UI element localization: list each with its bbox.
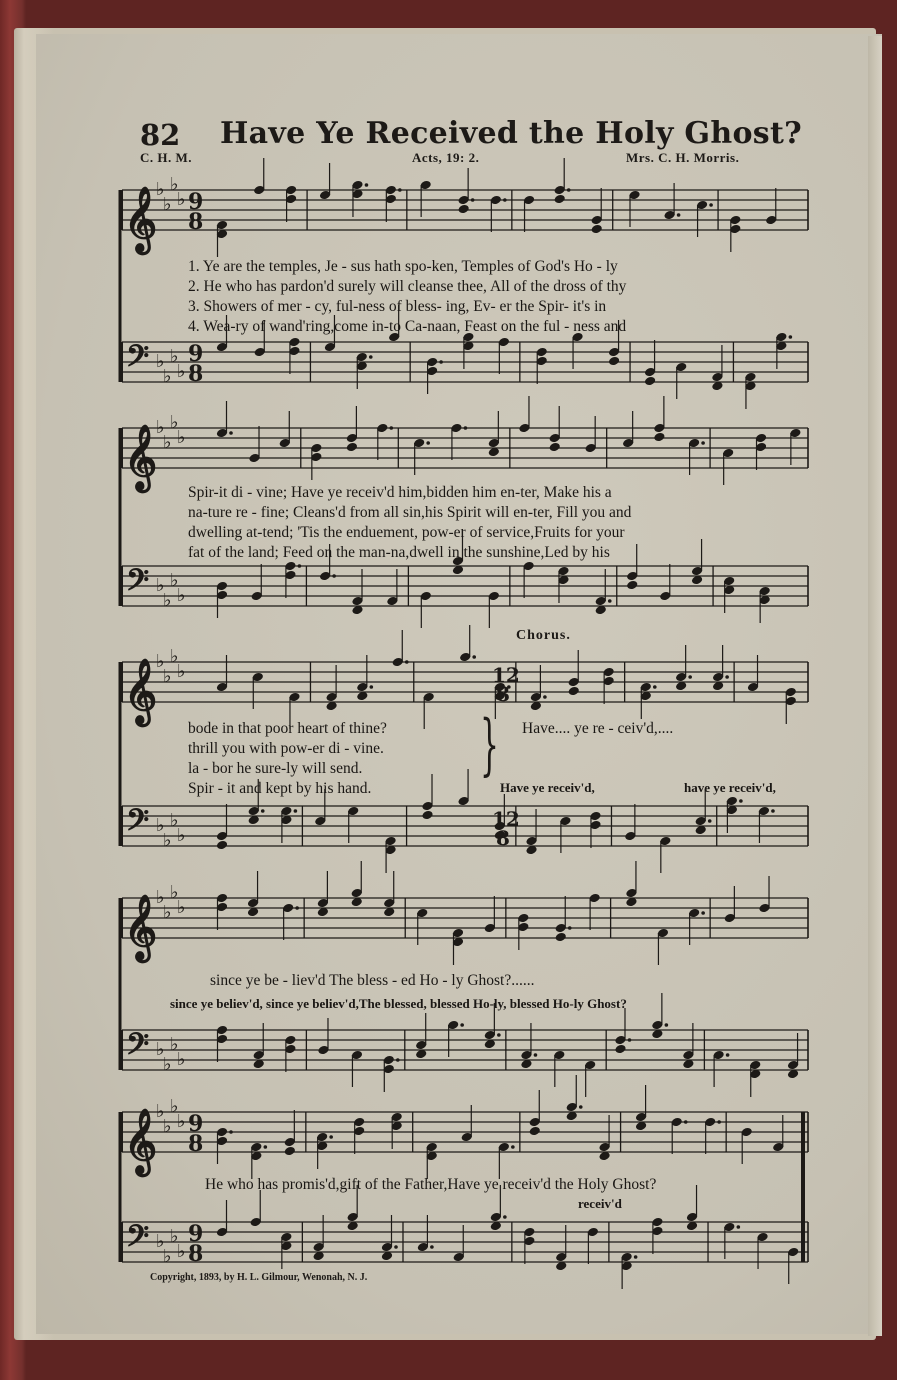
system-3-bass-notes-dot (739, 799, 743, 803)
system-2-treble-notes-dot (701, 441, 705, 445)
system-5-bass-notes-dot (634, 1255, 638, 1259)
system-5-bass-notes-dot (430, 1245, 434, 1249)
system-1-bass-bass-clef: 𝄢 (126, 339, 150, 381)
author-initials: C. H. M. (140, 150, 193, 165)
system-2-treble-flat: ♭ (177, 427, 186, 448)
system-1-bass-time-top: 9 (188, 341, 204, 367)
scripture-reference: Acts, 19: 2. (412, 150, 480, 165)
system-5-treble-notes-notehead (284, 1146, 296, 1157)
system-2-treble-notes-notehead (346, 442, 358, 453)
system-2-bass-flat: ♭ (163, 590, 172, 611)
system-5-bass-time-top: 9 (188, 1221, 204, 1247)
verse-3-line-1: 3. Showers of mer - cy, ful-ness of bless- ing, Ev- er the Spir- it's in (188, 298, 607, 315)
system-5-bass-flat: ♭ (170, 1226, 179, 1247)
system-2-treble-notes-dot (464, 426, 468, 430)
system-2-treble-treble-clef: 𝄞 (124, 424, 158, 490)
system-1-treble-notes-dot (398, 188, 402, 192)
system-3-bass-flat: ♭ (170, 810, 179, 831)
system-5-treble-flat: ♭ (163, 1116, 172, 1137)
chorus-bass-time-top: 12 (492, 807, 520, 831)
chorus-soprano-3: He who has promis'd,gift of the Father,Have ye receiv'd the Holy Ghost? (205, 1176, 657, 1193)
system-2-treble-flat: ♭ (170, 412, 179, 433)
verse-3-line-2: dwelling at-tend; 'Tis the enduement, pow-er of service,Fruits for your (188, 524, 625, 541)
system-3-bass-flat: ♭ (163, 830, 172, 851)
system-5-treble-notes-dot (579, 1105, 583, 1109)
system-1-treble-notes-notehead (554, 194, 566, 205)
system-4-bass-flat: ♭ (177, 1049, 186, 1070)
system-3-treble-notes-dot (543, 695, 547, 699)
system-3-treble-flat: ♭ (163, 666, 172, 687)
system-5-treble-notes-dot (717, 1120, 721, 1124)
verse-3-line-3: la - bor he sure-ly will send. (188, 760, 363, 777)
system-1-treble-notes-dot (471, 198, 475, 202)
system-5-treble-flat: ♭ (177, 1111, 186, 1132)
chorus-soprano-2: since ye be - liev'd The bless - ed Ho - ly Ghost?...... (210, 972, 535, 989)
system-1-treble-treble-clef: 𝄞 (124, 186, 158, 252)
system-2-treble-notes-dot (229, 431, 233, 435)
system-4-treble-flat: ♭ (170, 882, 179, 903)
system-4-bass-bass-clef: 𝄢 (126, 1027, 150, 1069)
system-3-bass-notes-dot (771, 809, 775, 813)
system-4-treble-notes-dot (701, 911, 705, 915)
system-4-bass-notes-dot (396, 1058, 400, 1062)
chorus-time-bottom: 8 (496, 682, 510, 706)
system-2-bass-notes-dot (332, 574, 336, 578)
chorus-label: Chorus. (516, 628, 571, 643)
system-3-bass-flat: ♭ (177, 825, 186, 846)
system-4-bass-notes-dot (460, 1023, 464, 1027)
system-1-treble-flat: ♭ (170, 174, 179, 195)
verse-4-line-3: Spir - it and kept by his hand. (188, 780, 372, 797)
system-4-treble-notes-dot (568, 926, 572, 930)
system-3-bass-bass-clef: 𝄢 (126, 803, 150, 845)
system-4-bass-notes-dot (628, 1038, 632, 1042)
system-3-treble-notes-dot (688, 675, 692, 679)
system-4-treble-flat: ♭ (163, 902, 172, 923)
system-5-bass-notes-dot (737, 1225, 741, 1229)
system-3-treble-notes-dot (472, 655, 476, 659)
verse-2-line-2: na-ture re - fine; Cleans'd from all sin,his Spirit will en-ter, Fill you and (188, 504, 632, 521)
system-3-treble-notes-notehead (568, 686, 580, 697)
system-3-treble-notes-dot (405, 660, 409, 664)
system-1-bass-notes-dot (789, 335, 793, 339)
system-2-bass-notes-dot (298, 564, 302, 568)
system-5-treble-flat: ♭ (170, 1096, 179, 1117)
system-2-treble-notes-dot (389, 426, 393, 430)
system-1-treble-flat: ♭ (163, 194, 172, 215)
system-5-treble-time-bottom: 8 (188, 1131, 204, 1157)
system-5-bass-flat: ♭ (163, 1246, 172, 1267)
system-1-treble-notes-dot (503, 198, 507, 202)
system-1-bass-notes-dot (369, 355, 373, 359)
verse-2-line-3: thrill you with pow-er di - vine. (188, 740, 384, 757)
system-5-treble-notes-dot (511, 1145, 515, 1149)
chorus-time-top: 12 (492, 663, 520, 687)
system-5-treble-treble-clef: 𝄞 (124, 1108, 158, 1174)
system-1-treble-flat: ♭ (177, 189, 186, 210)
system-4-bass-notes-dot (497, 1033, 501, 1037)
system-2-treble-notes-notehead (653, 432, 665, 443)
system-4-treble-notes-dot (295, 906, 299, 910)
system-5-bass-notes-dot (503, 1215, 507, 1219)
system-2-treble-notes-dot (426, 441, 430, 445)
chorus-soprano-1: Have.... ye re - ceiv'd,.... (522, 720, 674, 737)
chorus-bass-1b: have ye receiv'd, (684, 780, 776, 795)
system-5-bass-flat: ♭ (177, 1241, 186, 1262)
system-1-bass-notes-notehead (644, 376, 656, 387)
system-1-treble-notes-notehead (591, 224, 603, 235)
system-4-bass-notes-dot (665, 1023, 669, 1027)
system-5-treble-time-top: 9 (188, 1111, 204, 1137)
system-4-bass-notes-dot (726, 1053, 730, 1057)
system-2-treble-flat: ♭ (163, 432, 172, 453)
system-1-bass-flat: ♭ (163, 366, 172, 387)
verse-4-line-2: fat of the land; Feed on the man-na,dwell in the sunshine,Led by his (188, 544, 610, 561)
system-3-treble-flat: ♭ (170, 646, 179, 667)
chorus-bass-2: since ye believ'd, since ye believ'd,The blessed, blessed Ho-ly, blessed Ho-ly Ghost? (170, 996, 627, 1011)
system-1-bass-notes-dot (439, 360, 443, 364)
verse-2-line-1: 2. He who has pardon'd surely will cleanse thee, All of the dross of thy (188, 278, 627, 295)
chorus-bass-time-bottom: 8 (496, 826, 510, 850)
system-4-bass-notes-notehead (614, 1044, 626, 1055)
system-1-treble-time-bottom: 8 (188, 209, 204, 235)
system-4-bass-flat: ♭ (163, 1054, 172, 1075)
system-1-bass-flat: ♭ (156, 351, 165, 372)
system-1-bass-time-bottom: 8 (188, 361, 204, 387)
hymn-title: Have Ye Received the Holy Ghost? (220, 116, 802, 151)
system-4-bass-flat: ♭ (170, 1034, 179, 1055)
system-5-treble-notes-dot (264, 1145, 268, 1149)
system-3-treble-treble-clef: 𝄞 (124, 658, 158, 724)
system-5-treble-flat: ♭ (156, 1101, 165, 1122)
system-1-treble-notes-dot (709, 203, 713, 207)
system-1-treble-notes-dot (677, 213, 681, 217)
composer: Mrs. C. H. Morris. (626, 150, 740, 165)
system-2-bass-flat: ♭ (170, 570, 179, 591)
system-3-bass-notes-notehead (216, 840, 228, 851)
verse-1-line-2: Spir-it di - vine; Have ye receiv'd him,bidden him en-ter, Make his a (188, 484, 612, 501)
system-3-treble-notes-dot (725, 675, 729, 679)
system-4-bass-flat: ♭ (156, 1039, 165, 1060)
system-1-treble-notes-dot (365, 183, 369, 187)
chorus-bass-3: receiv'd (578, 1196, 622, 1211)
system-2-bass-flat: ♭ (177, 585, 186, 606)
system-3-bass-notes-dot (294, 809, 298, 813)
system-1-bass-notes-notehead (608, 356, 620, 367)
system-2-bass-flat: ♭ (156, 575, 165, 596)
hymn-number: 82 (140, 118, 181, 152)
system-1-bass-flat: ♭ (170, 346, 179, 367)
system-5-bass-time-bottom: 8 (188, 1241, 204, 1267)
verse-1-line-1: 1. Ye are the temples, Je - sus hath spo-ken, Temples of God's Ho - ly (188, 258, 618, 275)
system-3-bass-notes-notehead (421, 810, 433, 821)
system-4-treble-flat: ♭ (156, 887, 165, 908)
system-1-bass-flat: ♭ (177, 361, 186, 382)
system-2-bass-notes-dot (608, 599, 612, 603)
system-5-treble-notes-dot (684, 1120, 688, 1124)
system-4-treble-flat: ♭ (177, 897, 186, 918)
system-2-bass-notes-notehead (626, 580, 638, 591)
system-4-treble-notes-notehead (555, 932, 567, 943)
system-3-bass-notes-dot (261, 809, 265, 813)
system-1-treble-notes-dot (567, 188, 571, 192)
system-5-treble-notes-dot (329, 1135, 333, 1139)
system-1-treble-time-top: 9 (188, 189, 204, 215)
system-4-bass-notes-dot (534, 1053, 538, 1057)
copyright-notice: Copyright, 1893, by H. L. Gilmour, Wenonah, N. J. (150, 1272, 368, 1283)
system-5-bass-bass-clef: 𝄢 (126, 1219, 150, 1261)
system-5-bass-notes-dot (394, 1245, 398, 1249)
system-1-treble-notes-notehead (457, 204, 469, 215)
system-3-treble-flat: ♭ (177, 661, 186, 682)
system-3-treble-notes-dot (370, 685, 374, 689)
verse-1-line-3: bode in that poor heart of thine? (188, 720, 387, 737)
system-3-bass-flat: ♭ (156, 815, 165, 836)
system-3-bass-notes-dot (708, 819, 712, 823)
chorus-bass-1a: Have ye receiv'd, (500, 780, 595, 795)
system-3-treble-flat: ♭ (156, 651, 165, 672)
system-5-treble-notes-dot (229, 1130, 233, 1134)
system-3-treble-notes-dot (653, 685, 657, 689)
verse-brace: } (480, 706, 499, 783)
system-5-treble-notes-notehead (529, 1126, 541, 1137)
system-4-treble-treble-clef: 𝄞 (124, 894, 158, 960)
system-2-treble-notes-notehead (549, 442, 561, 453)
system-1-treble-flat: ♭ (156, 179, 165, 200)
system-2-bass-bass-clef: 𝄢 (126, 563, 150, 605)
system-2-treble-flat: ♭ (156, 417, 165, 438)
verse-4-line-1: 4. Wea-ry of wand'ring,come in-to Ca-naan, Feast on the ful - ness and (188, 318, 627, 335)
system-5-bass-flat: ♭ (156, 1231, 165, 1252)
